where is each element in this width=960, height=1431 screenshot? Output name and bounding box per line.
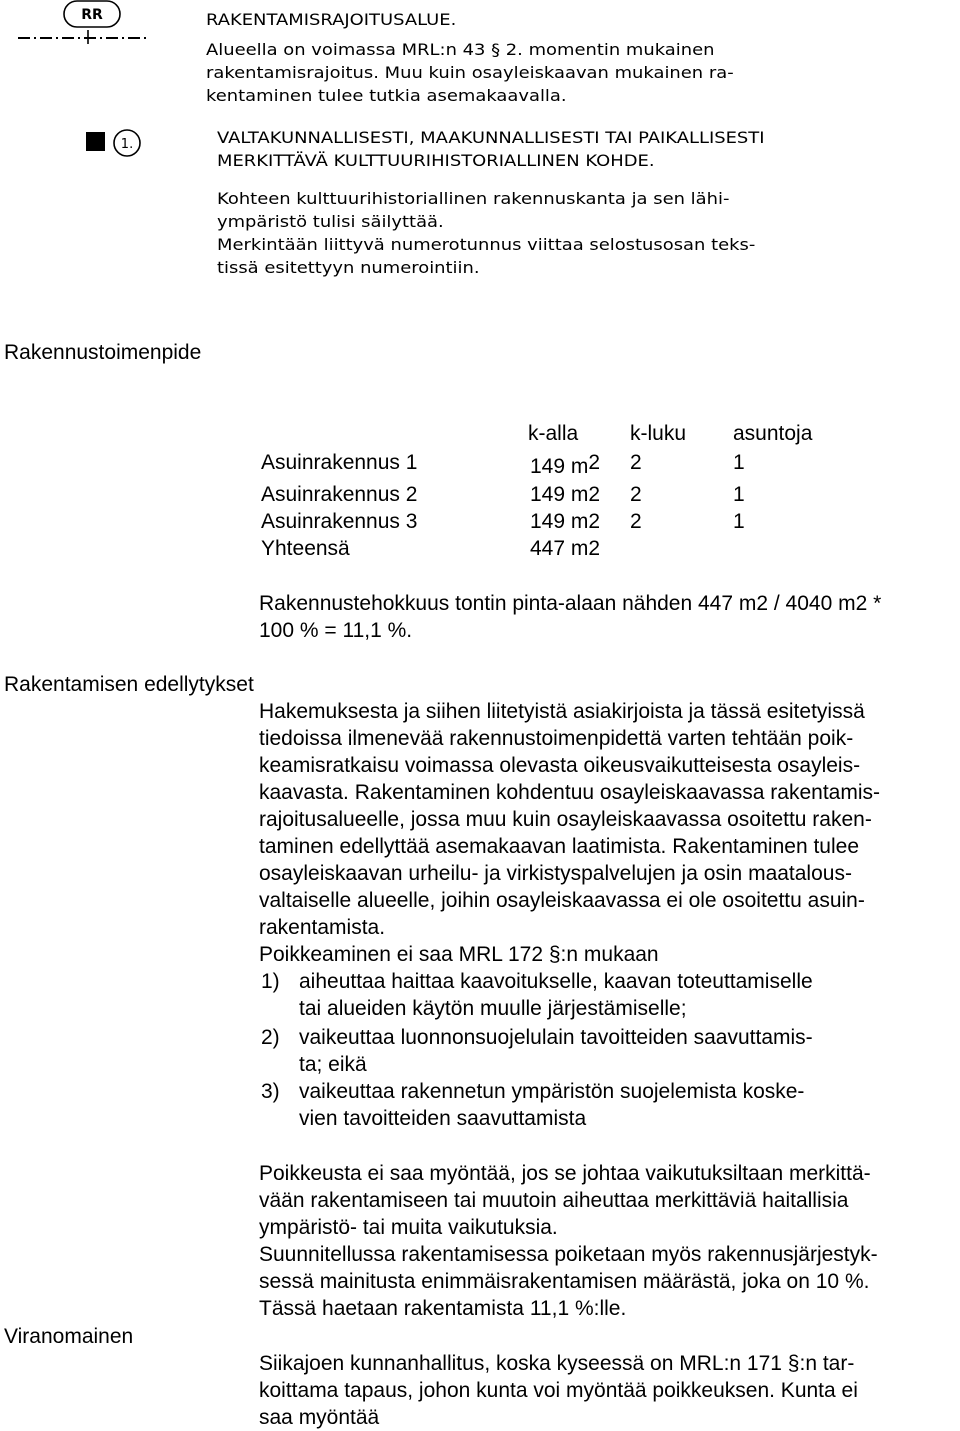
table-header-k-alla: k-alla [528, 422, 579, 445]
row-dwellings: 1 [733, 483, 745, 506]
viranomainen-paragraph: Siikajoen kunnanhallitus, koska kyseessä on MRL:n 171 §:n tar- koittama tapaus, johon kunta voi myöntää poikkeuksen. Kunta ei saa myöntää [259, 1352, 858, 1429]
row-area: 447 m2 [530, 537, 601, 560]
section-label-rakennustoimenpide: Rakennustoimenpide [4, 341, 202, 364]
row-floors: 2 [630, 483, 642, 506]
rr-zone-symbol [14, 0, 154, 44]
row-dwellings: 1 [733, 451, 745, 474]
table-header-k-luku: k-luku [630, 422, 687, 445]
efficiency-text: Rakennustehokkuus tontin pinta-alaan nähden 447 m2 / 4040 m2 * 100 % = 11,1 %. [259, 592, 882, 642]
rr-description: Alueella on voimassa MRL:n 43 § 2. momentin mukainen rakentamisrajoitus. Muu kuin osayleiskaavan mukainen ra- kentaminen tulee tutkia asemakaavalla. [206, 40, 734, 105]
section-label-edellytykset: Rakentamisen edellytykset [4, 673, 254, 696]
row-area: 149 m2 [530, 451, 601, 478]
heritage-square-icon [86, 132, 105, 151]
table-header-asuntoja: asuntoja [733, 422, 813, 445]
heritage-number-circle [112, 128, 142, 158]
rr-title: RAKENTAMISRAJOITUSALUE. [206, 10, 457, 29]
row-floors: 2 [630, 510, 642, 533]
row-area: 149 m2 [530, 483, 601, 506]
row-name: Asuinrakennus 1 [261, 451, 418, 474]
row-name: Yhteensä [261, 537, 350, 560]
row-name: Asuinrakennus 2 [261, 483, 418, 506]
row-area: 149 m2 [530, 510, 601, 533]
conditions-intro: Poikkeaminen ei saa MRL 172 §:n mukaan [259, 943, 659, 966]
heritage-number: 1. [120, 137, 134, 152]
heritage-title: VALTAKUNNALLISESTI, MAAKUNNALLISESTI TAI PAIKALLISESTI MERKITTÄVÄ KULTTUURIHISTORIALLINEN KOHDE. [217, 128, 765, 170]
section-label-viranomainen: Viranomainen [4, 1325, 134, 1348]
heritage-description: Kohteen kulttuurihistoriallinen rakennuskanta ja sen lähi- ympäristö tulisi säilyttää. Merkintään liittyvä numerotunnus viittaa selostusosan teks- tissä esitettyyn numerointiin. [217, 189, 756, 277]
conditions-list: 1) aiheuttaa haittaa kaavoitukselle, kaavan toteuttamiselle tai alueiden käytön muulle järjestämiselle; 2) vaikeuttaa luonnonsuojelulain tavoitteiden saavuttamis- ta; eikä 3) vaikeuttaa rakennetun ympäristön suojelemista koske- vien tavoitteiden saavuttamista [261, 970, 813, 1130]
rr-symbol-label: RR [81, 7, 103, 23]
row-dwellings: 1 [733, 510, 745, 533]
row-name: Asuinrakennus 3 [261, 510, 418, 533]
edellytykset-paragraph: Hakemuksesta ja siihen liitetyistä asiakirjoista ja tässä esitetyissä tiedoissa ilmenevää rakennustoimenpidettä varten tehtään poik- keamisratkaisu voimassa olevasta oikeusvaikutteisesta osayleis- kaavasta. Rakentaminen kohdentuu osayleiskaavassa rakentamis- rajoitusalueelle, jossa muu kuin osayleiskaavassa osoitettu raken- taminen edellyttää asemakaavan laatimista. Rakentaminen tulee osayleiskaavan urheilu- ja virkistyspalvelujen ja osin maatalous- valtaiselle alueelle, joihin osayleiskaavassa ei ole osoitettu asuin- rakentamista. Poikkeaminen ei saa MRL 172 §:n mukaan [259, 700, 881, 966]
row-floors: 2 [630, 451, 642, 474]
exception-paragraph: Poikkeusta ei saa myöntää, jos se johtaa vaikutuksiltaan merkittä- vään rakentamiseen tai muutoin aiheuttaa merkittäviä haitallisia ympäristö- tai muita vaikutuksia. Suunnitellussa rakentamisessa poiketaan myös rakennusjärjestyk- sessä mainitusta enimmäisrakentamisen määrästä, joka on 10 %. Tässä haetaan rakentamista 11,1 %:lle. [259, 1162, 878, 1320]
